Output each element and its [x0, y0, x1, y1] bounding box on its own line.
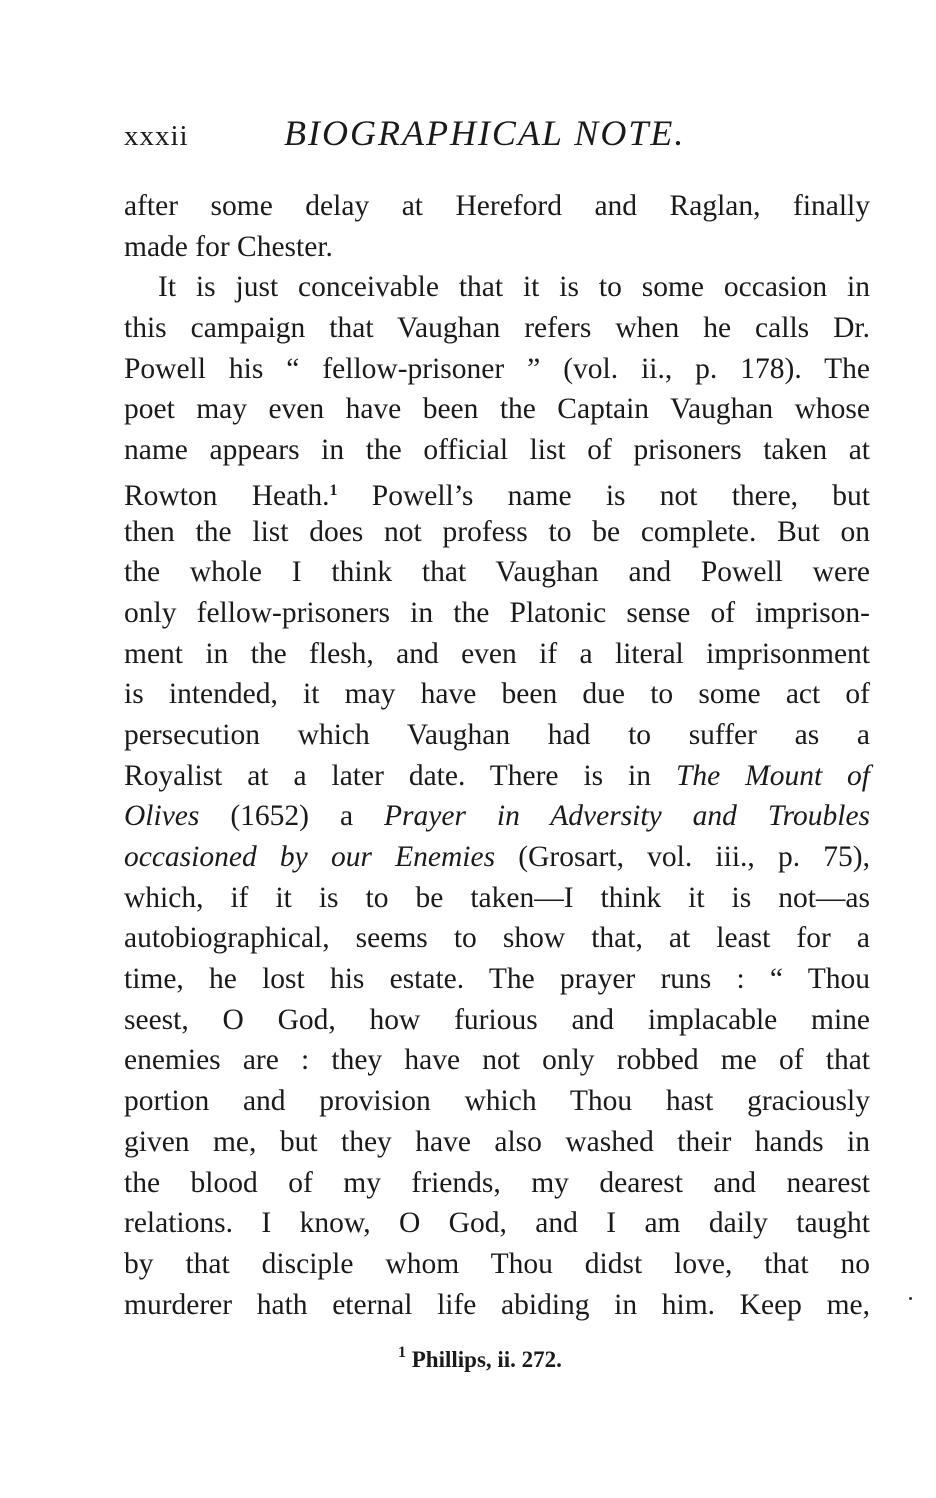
text-line: enemies are : they have not only robbed me of that — [124, 1044, 870, 1077]
text-line: poet may even have been the Captain Vaughan whose — [124, 393, 870, 426]
text-fragment: Powell’s name is not there, but — [371, 479, 871, 512]
text-line: autobiographical, seems to show that, at least for a — [124, 922, 870, 955]
text-fragment: (Grosart, vol. iii., p. 75), — [518, 841, 870, 873]
text-line: portion and provision which Thou hast graciously — [124, 1085, 870, 1118]
text-line: is intended, it may have been due to some act of — [124, 678, 870, 711]
text-fragment: (1652) a — [230, 800, 354, 833]
text-line: only fellow-prisoners in the Platonic sense of imprison- — [124, 596, 870, 629]
text-line-mixed — [124, 756, 870, 797]
italic-title: The Mount of — [675, 759, 871, 792]
page-number: xxxii — [124, 120, 189, 152]
footnote — [398, 1344, 562, 1373]
text-line: seest, O God, how furious and implacable mine — [124, 1003, 870, 1036]
text-line: relations. I know, O God, and I am daily taught — [124, 1207, 870, 1240]
text-line: after some delay at Hereford and Raglan, finally — [124, 190, 870, 222]
italic-title: occasioned by our Enemies — [124, 841, 496, 873]
body-text — [124, 186, 870, 1325]
text-line: murderer hath eternal life abiding in him. Keep me, — [124, 1288, 870, 1321]
text-line: name appears in the official list of prisoners taken at — [124, 434, 870, 467]
text-line: made for Chester. — [124, 230, 333, 263]
footnote-ref: 1 — [329, 481, 338, 499]
text-line-mixed — [124, 796, 870, 837]
text-line: time, he lost his estate. The prayer runs : “ Thou — [124, 963, 870, 996]
text-line-with-footnote-ref — [124, 471, 870, 512]
text-line: persecution which Vaughan had to suffer as a — [124, 718, 870, 751]
text-line: which, if it is to be taken—I think it is not—as — [124, 881, 870, 914]
text-line: given me, but they have also washed their hands in — [124, 1125, 870, 1158]
text-fragment: Royalist at a later date. There is in — [124, 759, 651, 792]
text-line: ment in the flesh, and even if a literal imprisonment — [124, 637, 870, 670]
italic-title: Olives — [124, 800, 200, 833]
text-line: the blood of my friends, my dearest and nearest — [124, 1166, 870, 1199]
text-line: It is just conceivable that it is to some occasion in — [158, 271, 870, 304]
text-line: by that disciple whom Thou didst love, that no — [124, 1247, 870, 1280]
footnote-text: Phillips, ii. 272. — [411, 1347, 562, 1372]
page-header — [124, 108, 870, 156]
text-fragment: Rowton Heath. — [124, 479, 330, 512]
footnote-marker: 1 — [398, 1344, 406, 1361]
text-line: Powell his “ fellow-prisoner ” (vol. ii., p. 178). The — [124, 352, 870, 385]
text-line: this campaign that Vaughan refers when he calls Dr. — [124, 312, 870, 345]
text-line: the whole I think that Vaughan and Powell were — [124, 556, 870, 589]
text-line: then the list does not profess to be complete. But on — [124, 515, 870, 548]
text-line-mixed — [124, 837, 870, 878]
italic-title: Prayer in Adversity and Troubles — [384, 800, 871, 833]
print-speck — [909, 1297, 912, 1300]
running-head: BIOGRAPHICAL NOTE. — [284, 113, 686, 153]
